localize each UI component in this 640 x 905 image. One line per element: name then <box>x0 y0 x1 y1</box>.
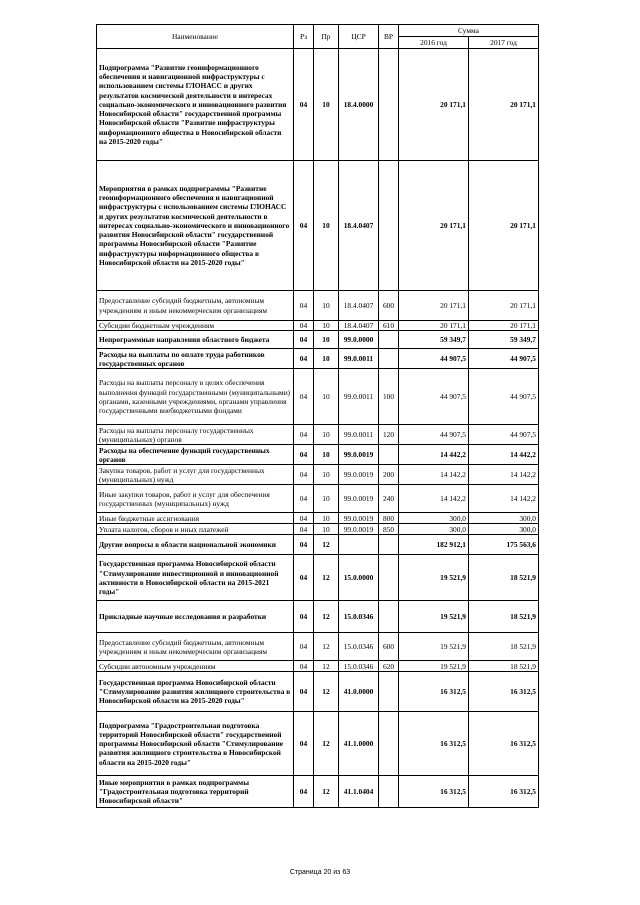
cell-y2016: 16 312,5 <box>399 672 469 712</box>
cell-y2017: 14 442,2 <box>469 445 539 465</box>
cell-pr: 10 <box>314 349 339 369</box>
cell-y2016: 20 171,1 <box>399 321 469 331</box>
cell-csr: 18.4.0407 <box>339 321 379 331</box>
cell-vr: 200 <box>379 465 399 485</box>
cell-rz: 04 <box>294 445 314 465</box>
table-body <box>97 49 539 808</box>
cell-y2017: 44 907,5 <box>469 349 539 369</box>
cell-vr: 800 <box>379 513 399 524</box>
table-row <box>97 524 539 535</box>
cell-name: Подпрограмма "Развитие геоинформационного обеспечения и навигационной инфраструктуры с использованием системы ГЛОНАСС и других результатов космической деятельности в интересах социально-экономического и инновационного развития Новосибирской области" государственной программы Новосибирской области "Развитие инфраструктуры информационного общества в Новосибирской области на 2015-2020 годы" <box>97 49 294 161</box>
cell-name: Подпрограмма "Градостроительная подготовка территорий Новосибирской области" государственной программы Новосибирской области "Стимулирование развития жилищного строительства в Новосибирской области на 2015-2020 годы" <box>97 712 294 776</box>
cell-name: Расходы на обеспечение функций государственных органов <box>97 445 294 465</box>
cell-y2017: 20 171,1 <box>469 49 539 161</box>
cell-name: Субсидии бюджетным учреждениям <box>97 321 294 331</box>
cell-rz: 04 <box>294 672 314 712</box>
cell-csr: 18.4.0407 <box>339 161 379 291</box>
cell-y2016: 19 521,9 <box>399 601 469 633</box>
table-row <box>97 535 539 555</box>
cell-y2016: 44 907,5 <box>399 349 469 369</box>
cell-y2016: 19 521,9 <box>399 555 469 601</box>
header-name: Наименование <box>97 25 294 49</box>
table-row <box>97 291 539 321</box>
cell-pr: 10 <box>314 321 339 331</box>
cell-vr <box>379 601 399 633</box>
cell-name: Расходы на выплаты персоналу в целях обеспечения выполнения функций государственными (муниципальными) органами, казенными учреждениями, органами управления государственными внебюджетными фондами <box>97 369 294 425</box>
cell-y2017: 300,0 <box>469 513 539 524</box>
cell-vr <box>379 49 399 161</box>
cell-rz: 04 <box>294 349 314 369</box>
cell-pr: 10 <box>314 425 339 445</box>
cell-pr: 12 <box>314 776 339 808</box>
cell-y2016: 16 312,5 <box>399 776 469 808</box>
cell-name: Иные бюджетные ассигнования <box>97 513 294 524</box>
cell-y2017: 20 171,1 <box>469 161 539 291</box>
cell-name: Расходы на выплаты по оплате труда работников государственных органов <box>97 349 294 369</box>
table-row <box>97 49 539 161</box>
cell-name: Государственная программа Новосибирской области "Стимулирование развития жилищного строительства в Новосибирской области на 2015-2020 годы" <box>97 672 294 712</box>
cell-name: Иные мероприятия в рамках подпрограммы "Градостроительная подготовка территорий Новосибирской области" <box>97 776 294 808</box>
cell-y2016: 16 312,5 <box>399 712 469 776</box>
cell-pr: 12 <box>314 661 339 672</box>
cell-csr: 15.0.0000 <box>339 555 379 601</box>
cell-y2016: 44 907,5 <box>399 425 469 445</box>
cell-rz: 04 <box>294 661 314 672</box>
cell-csr: 99.0.0019 <box>339 513 379 524</box>
cell-pr: 10 <box>314 465 339 485</box>
cell-vr <box>379 331 399 349</box>
cell-pr: 10 <box>314 485 339 513</box>
cell-pr: 12 <box>314 712 339 776</box>
cell-pr: 10 <box>314 445 339 465</box>
cell-y2017: 18 521,9 <box>469 601 539 633</box>
cell-y2017: 18 521,9 <box>469 661 539 672</box>
table-row <box>97 321 539 331</box>
cell-vr: 100 <box>379 369 399 425</box>
table-row <box>97 425 539 445</box>
cell-rz: 04 <box>294 485 314 513</box>
cell-name: Расходы на выплаты персоналу государственных (муниципальных) органов <box>97 425 294 445</box>
cell-y2016: 14 142,2 <box>399 485 469 513</box>
cell-csr: 99.0.0000 <box>339 331 379 349</box>
header-2017: 2017 год <box>469 37 539 49</box>
table-row <box>97 672 539 712</box>
cell-y2017: 16 312,5 <box>469 672 539 712</box>
cell-name: Мероприятия в рамках подпрограммы "Развитие геоинформационного обеспечения и навигационной инфраструктуры с использованием системы ГЛОНАСС и других результатов космической деятельности в интересах социально-экономического и инновационного развития Новосибирской области" государственной программы Новосибирской области "Развитие инфраструктуры информационного общества в Новосибирской области на 2015-2020 годы" <box>97 161 294 291</box>
cell-y2016: 20 171,1 <box>399 291 469 321</box>
cell-rz: 04 <box>294 369 314 425</box>
cell-y2016: 19 521,9 <box>399 661 469 672</box>
cell-y2017: 44 907,5 <box>469 369 539 425</box>
table-header <box>97 25 539 49</box>
cell-y2016: 59 349,7 <box>399 331 469 349</box>
cell-csr: 41.1.0404 <box>339 776 379 808</box>
cell-vr <box>379 445 399 465</box>
cell-vr: 620 <box>379 661 399 672</box>
cell-csr: 15.0.0346 <box>339 633 379 661</box>
cell-pr: 10 <box>314 331 339 349</box>
cell-vr <box>379 672 399 712</box>
cell-y2017: 44 907,5 <box>469 425 539 445</box>
cell-rz: 04 <box>294 555 314 601</box>
cell-rz: 04 <box>294 321 314 331</box>
cell-csr: 99.0.0011 <box>339 349 379 369</box>
cell-pr: 10 <box>314 369 339 425</box>
table-row <box>97 485 539 513</box>
cell-csr: 99.0.0019 <box>339 485 379 513</box>
cell-csr: 18.4.0407 <box>339 291 379 321</box>
cell-rz: 04 <box>294 161 314 291</box>
cell-pr: 10 <box>314 524 339 535</box>
cell-name: Прикладные научные исследования и разработки <box>97 601 294 633</box>
cell-y2017: 20 171,1 <box>469 321 539 331</box>
cell-y2017: 14 142,2 <box>469 485 539 513</box>
cell-vr <box>379 712 399 776</box>
cell-y2017: 20 171,1 <box>469 291 539 321</box>
cell-name: Другие вопросы в области национальной экономики <box>97 535 294 555</box>
table-row <box>97 661 539 672</box>
cell-y2017: 18 521,9 <box>469 633 539 661</box>
cell-vr <box>379 535 399 555</box>
cell-csr: 99.0.0011 <box>339 425 379 445</box>
cell-vr: 850 <box>379 524 399 535</box>
cell-csr: 15.0.0346 <box>339 601 379 633</box>
table-row <box>97 712 539 776</box>
header-csr: ЦСР <box>339 25 379 49</box>
cell-rz: 04 <box>294 291 314 321</box>
cell-name: Иные закупки товаров, работ и услуг для обеспечения государственных (муниципальных) нужд <box>97 485 294 513</box>
cell-rz: 04 <box>294 425 314 445</box>
cell-y2016: 14 442,2 <box>399 445 469 465</box>
cell-vr: 610 <box>379 321 399 331</box>
cell-rz: 04 <box>294 601 314 633</box>
cell-name: Непрограммные направления областного бюджета <box>97 331 294 349</box>
cell-vr <box>379 349 399 369</box>
table-row <box>97 369 539 425</box>
cell-rz: 04 <box>294 776 314 808</box>
header-vr: ВР <box>379 25 399 49</box>
cell-pr: 10 <box>314 291 339 321</box>
cell-y2016: 300,0 <box>399 513 469 524</box>
cell-rz: 04 <box>294 712 314 776</box>
cell-y2017: 14 142,2 <box>469 465 539 485</box>
page-number: Страница 20 из 63 <box>289 869 351 876</box>
table-row <box>97 776 539 808</box>
cell-pr: 10 <box>314 49 339 161</box>
cell-y2016: 14 142,2 <box>399 465 469 485</box>
cell-y2017: 175 563,6 <box>469 535 539 555</box>
cell-y2016: 20 171,1 <box>399 161 469 291</box>
cell-name: Закупка товаров, работ и услуг для государственных (муниципальных) нужд <box>97 465 294 485</box>
cell-vr: 120 <box>379 425 399 445</box>
header-pr: Пр <box>314 25 339 49</box>
cell-y2016: 300,0 <box>399 524 469 535</box>
cell-name: Предоставление субсидий бюджетным, автономным учреждениям и иным некоммерческим организациям <box>97 633 294 661</box>
cell-vr: 240 <box>379 485 399 513</box>
cell-vr <box>379 776 399 808</box>
table-row <box>97 445 539 465</box>
cell-vr: 600 <box>379 633 399 661</box>
cell-y2017: 59 349,7 <box>469 331 539 349</box>
table-row <box>97 555 539 601</box>
cell-name: Предоставление субсидий бюджетным, автономным учреждениям и иным некоммерческим организациям <box>97 291 294 321</box>
cell-name: Уплата налогов, сборов и иных платежей <box>97 524 294 535</box>
cell-rz: 04 <box>294 49 314 161</box>
cell-y2016: 182 912,1 <box>399 535 469 555</box>
cell-rz: 04 <box>294 535 314 555</box>
table-row <box>97 331 539 349</box>
cell-csr: 99.0.0019 <box>339 465 379 485</box>
header-2016: 2016 год <box>399 37 469 49</box>
table-row <box>97 161 539 291</box>
table-row <box>97 465 539 485</box>
cell-csr: 99.0.0019 <box>339 524 379 535</box>
cell-y2016: 44 907,5 <box>399 369 469 425</box>
cell-vr <box>379 161 399 291</box>
cell-vr <box>379 555 399 601</box>
cell-y2016: 19 521,9 <box>399 633 469 661</box>
budget-table <box>96 24 539 808</box>
header-rz: Рз <box>294 25 314 49</box>
cell-y2017: 300,0 <box>469 524 539 535</box>
cell-csr: 41.0.0000 <box>339 672 379 712</box>
cell-csr: 15.0.0346 <box>339 661 379 672</box>
cell-vr: 600 <box>379 291 399 321</box>
cell-csr: 99.0.0019 <box>339 445 379 465</box>
cell-pr: 10 <box>314 513 339 524</box>
cell-pr: 12 <box>314 535 339 555</box>
cell-rz: 04 <box>294 633 314 661</box>
header-sum: Сумма <box>399 25 539 37</box>
cell-rz: 04 <box>294 513 314 524</box>
table-row <box>97 601 539 633</box>
cell-name: Государственная программа Новосибирской области "Стимулирование инвестиционной и инновационной активности в Новосибирской области на 2015-2021 годы" <box>97 555 294 601</box>
cell-y2017: 16 312,5 <box>469 712 539 776</box>
cell-y2017: 18 521,9 <box>469 555 539 601</box>
table-row <box>97 633 539 661</box>
cell-y2016: 20 171,1 <box>399 49 469 161</box>
cell-pr: 10 <box>314 161 339 291</box>
cell-csr <box>339 535 379 555</box>
table-row <box>97 513 539 524</box>
cell-pr: 12 <box>314 633 339 661</box>
cell-rz: 04 <box>294 331 314 349</box>
cell-rz: 04 <box>294 465 314 485</box>
cell-csr: 41.1.0000 <box>339 712 379 776</box>
cell-pr: 12 <box>314 601 339 633</box>
cell-csr: 99.0.0011 <box>339 369 379 425</box>
cell-y2017: 16 312,5 <box>469 776 539 808</box>
cell-pr: 12 <box>314 672 339 712</box>
cell-rz: 04 <box>294 524 314 535</box>
cell-pr: 12 <box>314 555 339 601</box>
table-row <box>97 349 539 369</box>
cell-csr: 18.4.0000 <box>339 49 379 161</box>
cell-name: Субсидии автономным учреждениям <box>97 661 294 672</box>
